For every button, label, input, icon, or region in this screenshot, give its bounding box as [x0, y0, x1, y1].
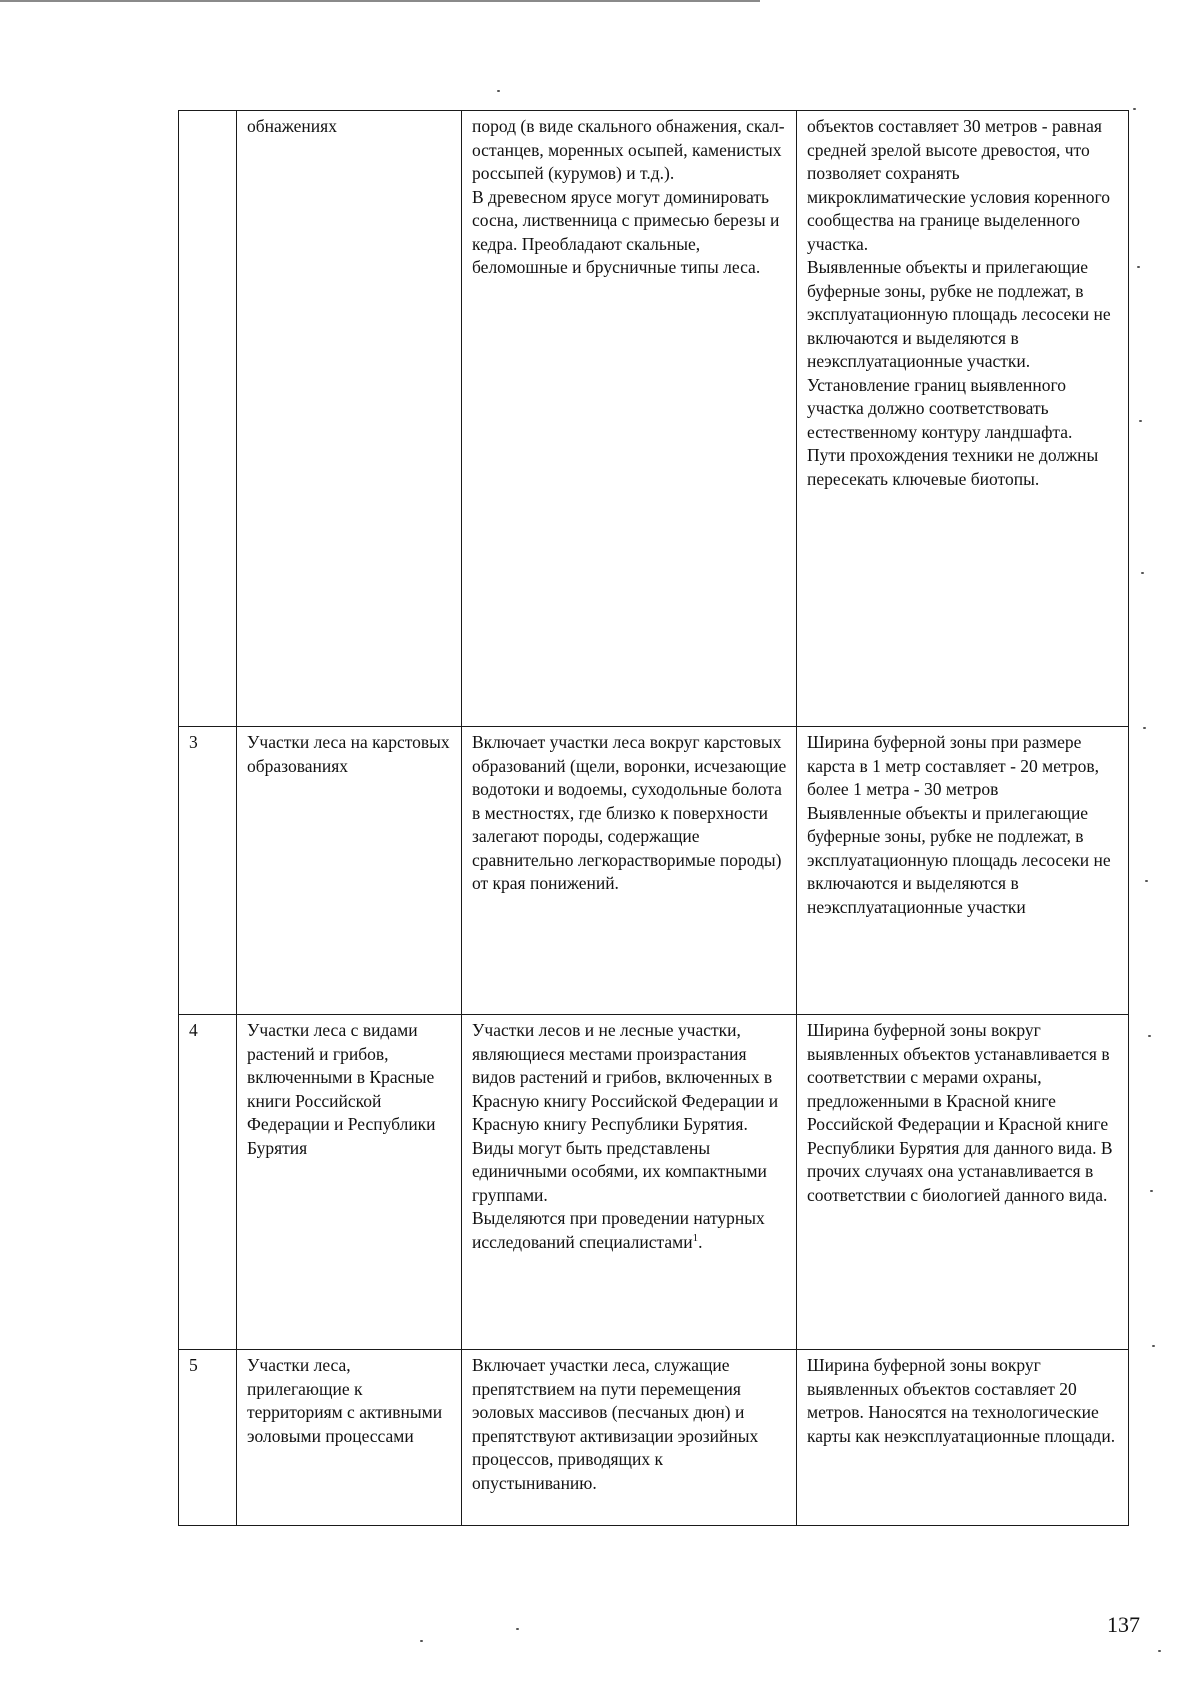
- scan-speck: [1137, 266, 1140, 268]
- row-number-cell: [179, 727, 237, 1015]
- scan-speck: [1150, 1190, 1153, 1192]
- scan-speck: [1145, 880, 1148, 882]
- site-name: Участки леса, прилегающие к территориям с активными эоловыми процессами: [247, 1355, 443, 1446]
- page-number: 137: [1107, 1612, 1140, 1637]
- scan-speck: [1152, 1345, 1155, 1347]
- description-text: пород (в виде скального обнажения, скал- останцев, моренных осыпей, каменистых россыпей (курумов) и т.д.). В древесном ярусе могут доминировать сосна, лиственница с примесью березы и кедра. Преобладают скальные, беломошные и брусничные типы леса.: [472, 116, 785, 277]
- scan-speck: [497, 90, 500, 92]
- site-name-cell: [237, 1350, 462, 1526]
- row-number: 4: [189, 1020, 198, 1040]
- table-row: [179, 727, 1129, 1015]
- table-row: [179, 1350, 1129, 1526]
- table-row: [179, 1015, 1129, 1350]
- description-tail: .: [698, 1231, 703, 1252]
- scan-speck: [1158, 1650, 1161, 1652]
- scan-speck: [1143, 727, 1146, 729]
- site-name: обнажениях: [247, 116, 337, 136]
- description-cell: [462, 727, 797, 1015]
- description-cell: [462, 111, 797, 727]
- scan-speck: [516, 1628, 519, 1630]
- scan-speck: [1133, 108, 1136, 110]
- forest-biotopes-table: [178, 110, 1129, 1526]
- buffer-zone-cell: [797, 1350, 1129, 1526]
- table-row: [179, 111, 1129, 727]
- buffer-zone-text: Ширина буферной зоны при размере карста в 1 метр составляет - 20 метров, более 1 метра - 30 метров Выявленные объекты и прилегающие буферные зоны, рубке не подлежат, в эксплуатационную площадь лесосеки не включаются и выделяются в неэксплуатационные участки: [807, 732, 1111, 917]
- description-cell: [462, 1015, 797, 1350]
- row-number: 3: [189, 732, 198, 752]
- row-number-cell: [179, 111, 237, 727]
- scan-speck: [1148, 1035, 1151, 1037]
- row-number-cell: [179, 1015, 237, 1350]
- site-name-cell: [237, 727, 462, 1015]
- site-name: Участки леса на карстовых образованиях: [247, 732, 450, 776]
- description-cell: [462, 1350, 797, 1526]
- scan-edge-line: [0, 0, 760, 2]
- row-number: 5: [189, 1355, 198, 1375]
- description-text: Включает участки леса вокруг карстовых образований (щели, воронки, исчезающие водотоки и водоемы, суходольные болота в местностях, где близко к поверхности залегают породы, содержащие сравнительно легкорастворимые породы) от края понижений.: [472, 732, 787, 893]
- row-number-cell: [179, 1350, 237, 1526]
- buffer-zone-cell: [797, 1015, 1129, 1350]
- buffer-zone-cell: [797, 727, 1129, 1015]
- description-text: Включает участки леса, служащие препятствием на пути перемещения эоловых массивов (песчаных дюн) и препятствуют активизации эрозийных процессов, приводящих к опустыниванию.: [472, 1355, 759, 1493]
- buffer-zone-cell: [797, 111, 1129, 727]
- scan-speck: [420, 1640, 423, 1642]
- site-name-cell: [237, 1015, 462, 1350]
- site-name: Участки леса с видами растений и грибов, включенными в Красные книги Российской Федерации и Республики Бурятия: [247, 1020, 436, 1158]
- description-text: Участки лесов и не лесные участки, являющиеся местами произрастания видов растений и грибов, включенных в Красную книгу Российской Федерации и Красную книгу Республики Бурятия. Виды могут быть представлены единичными особями, их компактными группами. Выделяются при проведении натурных исследований специалистами: [472, 1020, 779, 1252]
- scan-speck: [1141, 572, 1144, 574]
- buffer-zone-text: объектов составляет 30 метров - равная средней зрелой высоте древостоя, что позволяет сохранять микроклиматические условия коренного сообщества на границе выделенного участка. Выявленные объекты и прилегающие буферные зоны, рубке не подлежат, в эксплуатационную площадь лесосеки не включаются и выделяются в неэксплуатационные участки. Установление границ выявленного участка должно соответствовать естественному контуру ландшафта. Пути прохождения техники не должны пересекать ключевые биотопы.: [807, 116, 1111, 489]
- site-name-cell: [237, 111, 462, 727]
- buffer-zone-text: Ширина буферной зоны вокруг выявленных объектов устанавливается в соответствии с мерами охраны, предложенными в Красной книге Российской Федерации и Красной книге Республики Бурятия для данного вида. В прочих случаях она устанавливается в соответствии с биологией данного вида.: [807, 1020, 1113, 1205]
- footnote-marker: 1: [692, 1231, 699, 1244]
- scan-speck: [1139, 420, 1142, 422]
- buffer-zone-text: Ширина буферной зоны вокруг выявленных объектов составляет 20 метров. Наносятся на технологические карты как неэксплуатационные площади.: [807, 1355, 1116, 1446]
